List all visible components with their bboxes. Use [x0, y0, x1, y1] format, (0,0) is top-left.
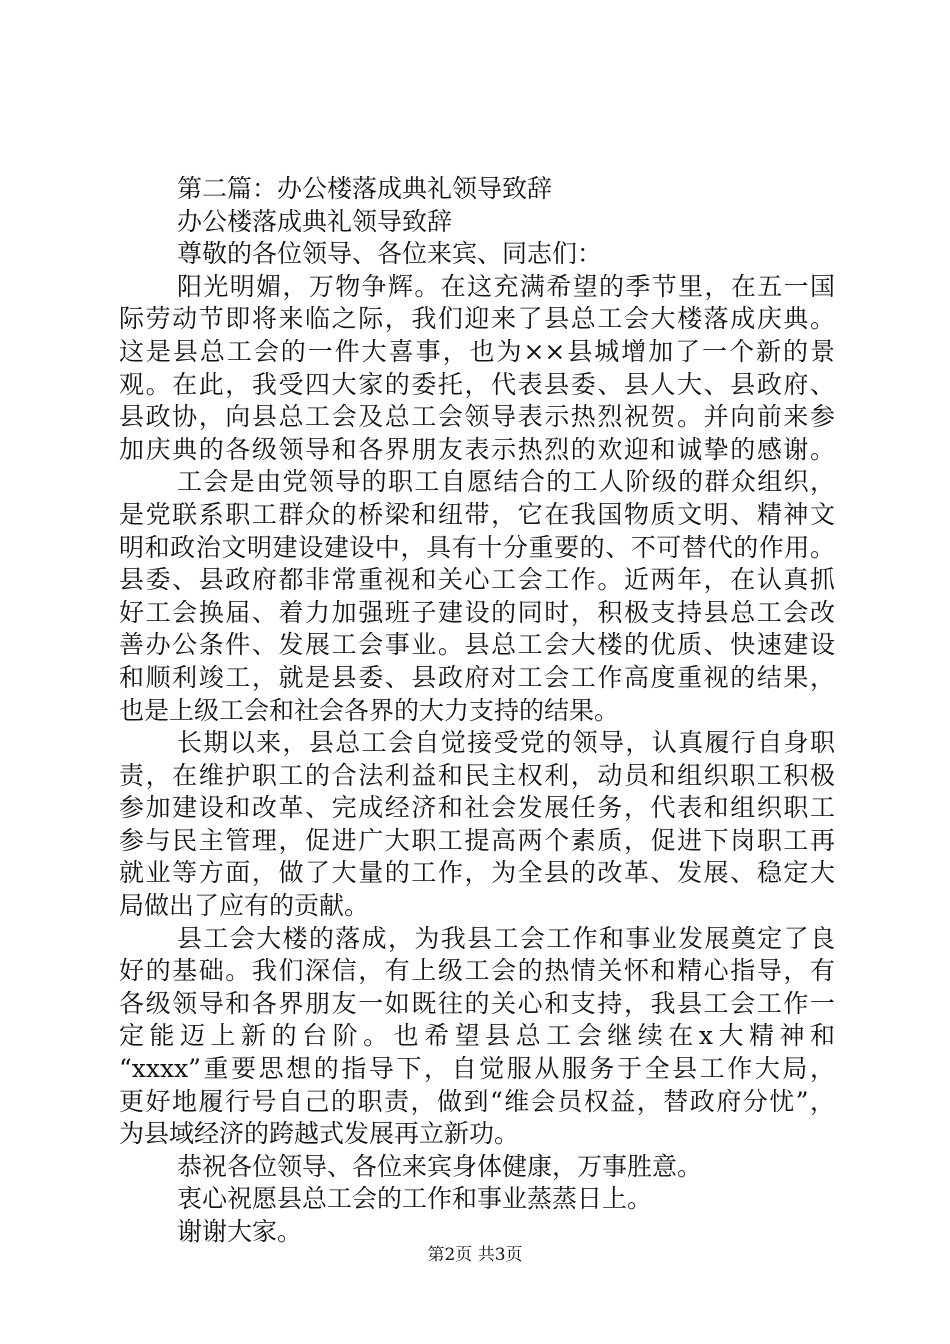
text-line: 县政协，向县总工会及总工会领导表示热烈祝贺。并向前来参 — [119, 402, 835, 432]
text-line: 各级领导和各界朋友一如既往的关心和支持，我县工会工作一 — [119, 988, 835, 1018]
text-line: 和顺利竣工，就是县委、县政府对工会工作高度重视的结果， — [119, 662, 835, 692]
document-body — [119, 173, 835, 1249]
text-line: 参与民主管理，促进广大职工提高两个素质，促进下岗职工再 — [119, 825, 835, 855]
text-line: 好工会换届、着力加强班子建设的同时，积极支持县总工会改 — [119, 597, 835, 627]
text-line: 县工会大楼的落成，为我县工会工作和事业发展奠定了良 — [177, 923, 835, 953]
text-line: 善办公条件、发展工会事业。县总工会大楼的优质、快速建设 — [119, 630, 835, 660]
text-line: 局做出了应有的贡献。 — [119, 891, 370, 921]
text-line: 就业等方面，做了大量的工作，为全县的改革、发展、稳定大 — [119, 858, 835, 888]
text-line: 第二篇：办公楼落成典礼领导致辞 — [177, 174, 553, 203]
text-line: 明和政治文明建设建设中，具有十分重要的、不可替代的作用。 — [119, 532, 835, 562]
text-line: 尊敬的各位领导、各位来宾、同志们： — [177, 239, 603, 269]
text-line: “xxxx”重要思想的指导下，自觉服从服务于全县工作大局， — [119, 1054, 835, 1084]
text-line: 际劳动节即将来临之际，我们迎来了县总工会大楼落成庆典。 — [119, 304, 835, 334]
text-line: 办公楼落成典礼领导致辞 — [177, 206, 453, 236]
text-line: 也是上级工会和社会各界的大力支持的结果。 — [119, 695, 620, 725]
text-line: 工会是由党领导的职工自愿结合的工人阶级的群众组织， — [177, 467, 835, 497]
text-line: 定能迈上新的台阶。也希望县总工会继续在x大精神和 — [119, 1021, 835, 1051]
page-footer: 第2页 共3页 — [427, 1245, 523, 1265]
text-line: 阳光明媚，万物争辉。在这充满希望的季节里，在五一国 — [177, 271, 835, 301]
text-line: 衷心祝愿县总工会的工作和事业蒸蒸日上。 — [177, 1184, 653, 1214]
text-line: 观。在此，我受四大家的委托，代表县委、县人大、县政府、 — [119, 369, 835, 399]
text-line: 是党联系职工群众的桥梁和纽带，它在我国物质文明、精神文 — [119, 499, 835, 529]
text-line: 加庆典的各级领导和各界朋友表示热烈的欢迎和诚挚的感谢。 — [119, 434, 835, 464]
text-line: 长期以来，县总工会自觉接受党的领导，认真履行自身职 — [177, 728, 835, 758]
text-line: 参加建设和改革、完成经济和社会发展任务，代表和组织职工 — [119, 793, 835, 823]
text-line: 谢谢大家。 — [177, 1217, 303, 1246]
text-line: 责，在维护职工的合法利益和民主权利，动员和组织职工积极 — [119, 760, 835, 790]
text-line: 好的基础。我们深信，有上级工会的热情关怀和精心指导，有 — [119, 956, 835, 986]
text-line: 县委、县政府都非常重视和关心工会工作。近两年，在认真抓 — [119, 565, 835, 595]
text-line: 更好地履行号自己的职责，做到“维会员权益，替政府分忧”， — [119, 1086, 835, 1116]
text-line: 这是县总工会的一件大喜事，也为××县城增加了一个新的景 — [119, 336, 835, 366]
text-line: 恭祝各位领导、各位来宾身体健康，万事胜意。 — [177, 1151, 703, 1181]
text-line: 为县域经济的跨越式发展再立新功。 — [119, 1119, 520, 1149]
